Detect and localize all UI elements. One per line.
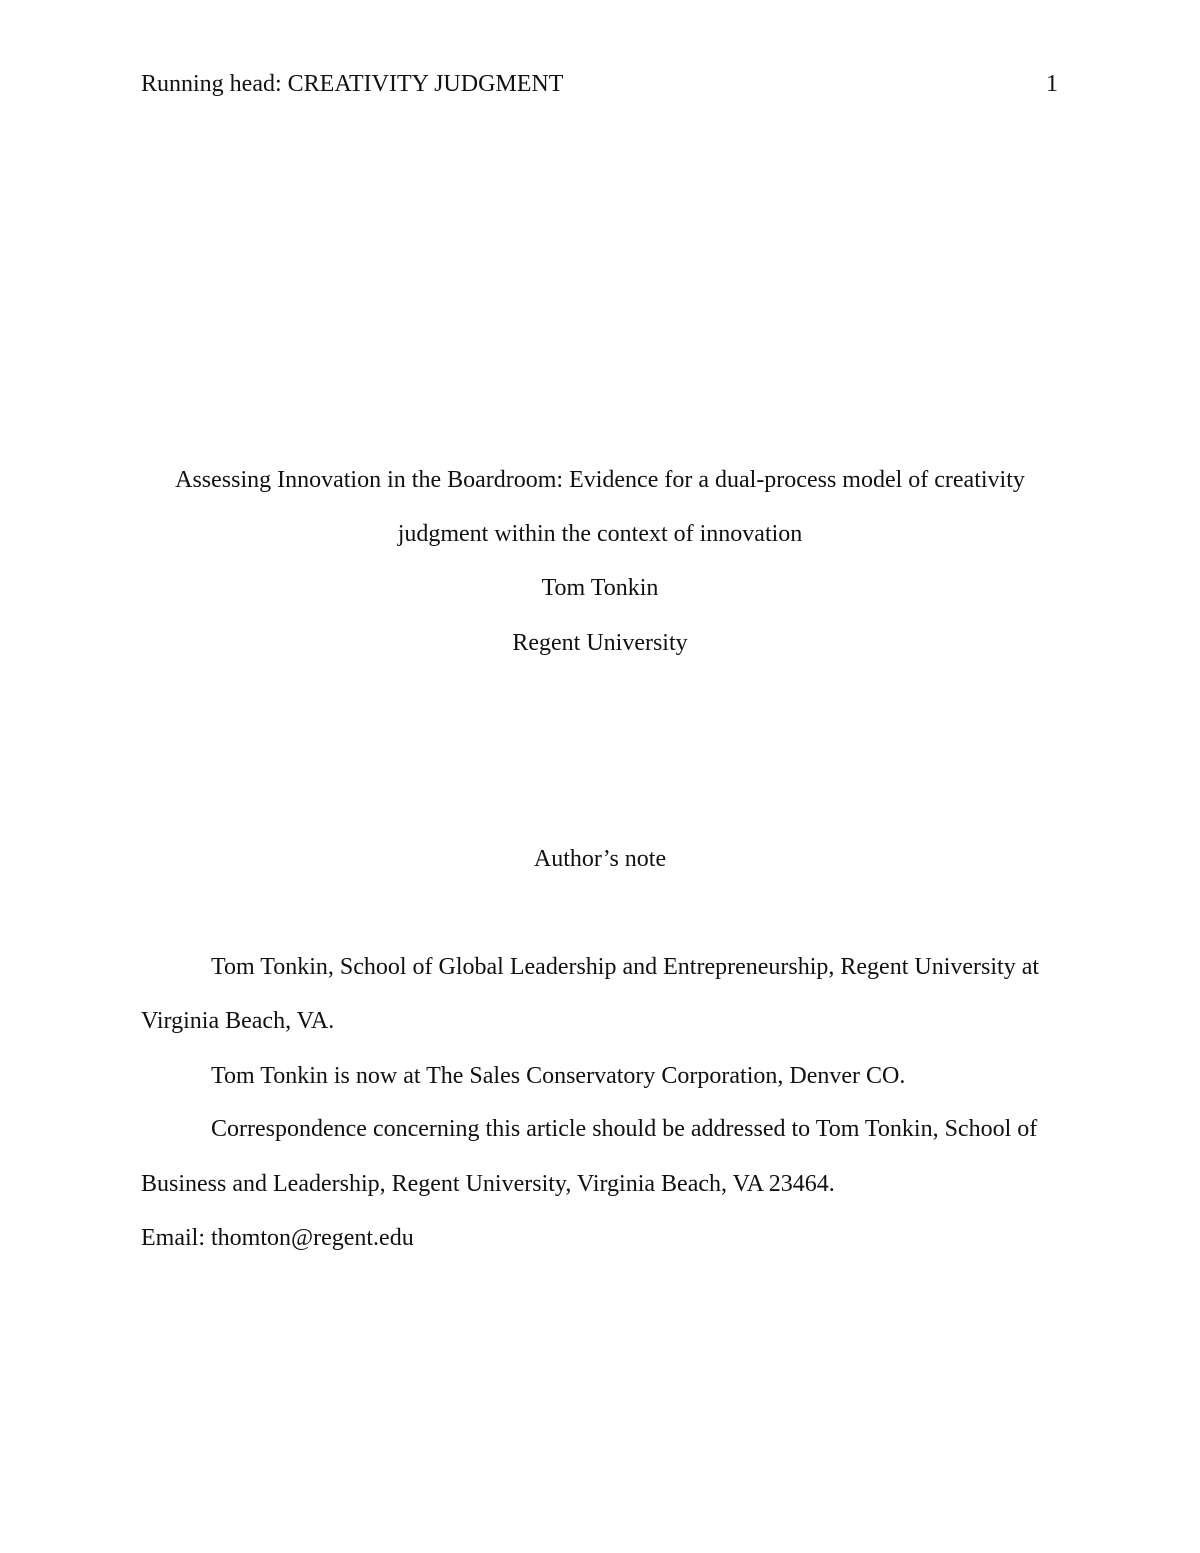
authors-note-paragraph-1-line-2: Virginia Beach, VA. — [141, 1008, 335, 1034]
authors-note-paragraph-3-line-2: Business and Leadership, Regent University, Virginia Beach, VA 23464. — [141, 1171, 835, 1197]
paper-title-line-2: judgment within the context of innovation — [397, 521, 803, 547]
authors-note-paragraph-1-line-1: Tom Tonkin, School of Global Leadership and Entrepreneurship, Regent University at — [211, 954, 1040, 980]
authors-note-paragraph-3-line-1: Correspondence concerning this article should be addressed to Tom Tonkin, School of — [211, 1116, 1038, 1142]
authors-note-heading: Author’s note — [533, 846, 667, 872]
contact-email: Email: thomton@regent.edu — [141, 1225, 414, 1251]
paper-title-line-1: Assessing Innovation in the Boardroom: Evidence for a dual-process model of creativity — [175, 467, 1025, 493]
running-head: Running head: CREATIVITY JUDGMENT — [141, 71, 564, 97]
authors-note-paragraph-2: Tom Tonkin is now at The Sales Conservatory Corporation, Denver CO. — [211, 1063, 906, 1089]
author-affiliation: Regent University — [512, 630, 688, 656]
page-number: 1 — [1046, 71, 1058, 97]
author-name: Tom Tonkin — [541, 575, 659, 601]
